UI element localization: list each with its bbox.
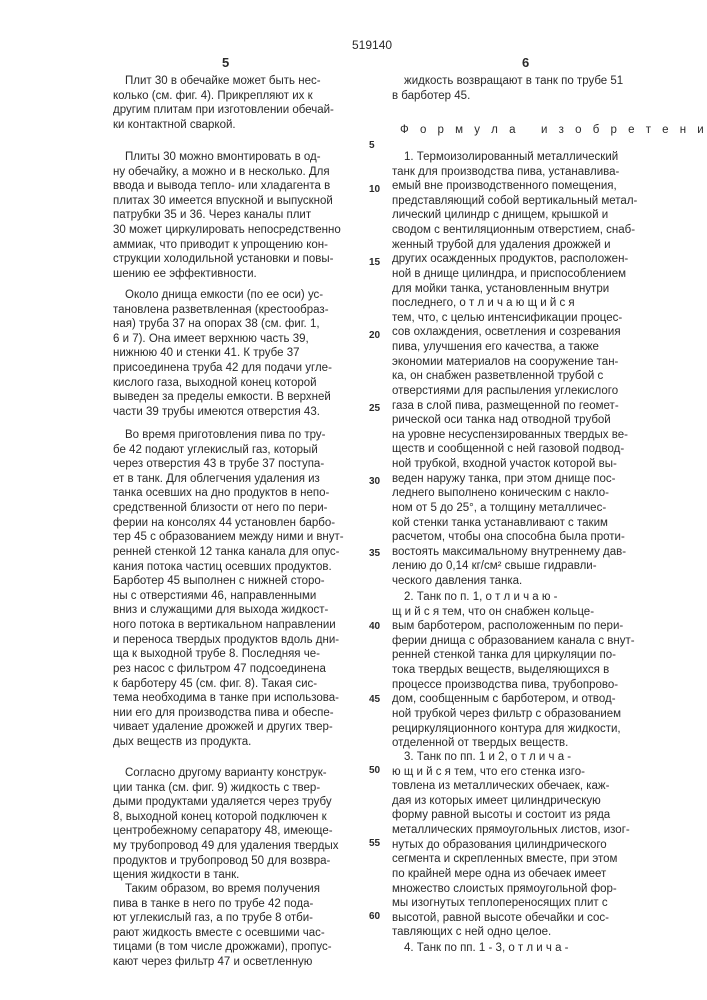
right_column-text-line: ческого давления танка. (392, 575, 522, 588)
line-number: 55 (369, 838, 387, 850)
left_column-text-line: вниз и служащими для выхода жидкост- (113, 604, 328, 617)
left_column-text-line: колько (см. фиг. 4). Прикрепляют их к (113, 90, 313, 103)
left_column-text-line: продуктов и трубопровод 50 для возвра- (113, 855, 330, 868)
left_column-text-line: шению ее эффективности. (113, 268, 257, 281)
left_column-text-line: Плиты 30 можно вмонтировать в од- (125, 151, 321, 164)
right_column-text-line: женный трубой для удаления дрожжей и (392, 239, 611, 252)
left_column-text-line: нии его для производства пива и обеспе- (113, 707, 334, 720)
left_column-text-line: тановлена разветвленная (крестообраз- (113, 304, 329, 317)
left_column-text-line: кания потока частиц осевших продуктов. (113, 561, 332, 574)
line-number: 30 (369, 476, 387, 488)
left_column-text-line: Согласно другому варианту конструк- (125, 767, 327, 780)
right_column-text-line: в барботер 45. (392, 90, 470, 103)
page-number-right: 6 (522, 56, 529, 70)
left_column-text-line: танка осевших на дно продуктов в непо- (113, 487, 329, 500)
right_column-text-line: сводом с вентиляционным отверстием, снаб- (392, 224, 635, 237)
line-number: 50 (369, 765, 387, 777)
left_column-text-line: ферии на консолях 44 установлен барбо- (113, 517, 335, 530)
right_column-text-line: жидкость возвращают в танк по трубе 51 (404, 75, 623, 88)
line-number: 5 (369, 140, 387, 152)
left_column-text-line: другим плитам при изготовлении обечай- (113, 104, 334, 117)
left_column-text-line: чивает удаление дрожжей и других твер- (113, 721, 333, 734)
right_column-text-line: сов охлаждения, осветления и созревания (392, 326, 621, 339)
right_column-text-line: для мойки танка, установленным внутри (392, 283, 609, 296)
formula-title: Ф о р м у л а и з о б р е т е н и я (400, 124, 707, 137)
line-number: 40 (369, 621, 387, 633)
right_column-text-line: мы изогнутых теплопереносящих плит с (392, 897, 608, 910)
right_column-text-line: танк для производства пива, устанавлива- (392, 166, 619, 179)
right_column-text-line: дая из которых имеет цилиндрическую (392, 795, 601, 808)
left_column-text-line: ввода и вывода тепло- или хладагента в (113, 180, 330, 193)
right_column-text-line: ной трубкой через фильтр с образованием (392, 708, 621, 721)
left_column-text-line: дых веществ из продукта. (113, 736, 251, 749)
right_column-text-line: тавляющих с ней одно целое. (392, 926, 551, 939)
right_column-text-line: отделенной от твердых веществ. (392, 737, 568, 750)
right_column-text-line: 2. Танк по п. 1, о т л и ч а ю - (404, 591, 558, 604)
left_column-text-line: ют углекислый газ, а по трубе 8 отби- (113, 912, 313, 925)
right_column-text-line: леднего выполнено коническим с накло- (392, 487, 609, 500)
left_column-text-line: Плит 30 в обечайке может быть нес- (125, 75, 321, 88)
page-number-left: 5 (222, 56, 229, 70)
right_column-text-line: ной трубкой, входной участок которой вы- (392, 458, 617, 471)
right_column-text-line: ной в днище цилиндра, и приспособлением (392, 268, 626, 281)
right_column-text-line: ю щ и й с я тем, что его стенка изго- (392, 766, 585, 779)
left_column-text-line: ны с отверстиями 46, направленными (113, 590, 316, 603)
left_column-text-line: дыми продуктами удаляется через трубу (113, 796, 332, 809)
right_column-text-line: 3. Танк по пп. 1 и 2, о т л и ч а - (404, 751, 571, 764)
left_column-text-line: рез насос с фильтром 47 подсоединена (113, 663, 326, 676)
right_column-text-line: дом, сообщенным с барботером, и отвод- (392, 693, 616, 706)
left_column-text-line: ща к выходной трубе 8. Последняя че- (113, 648, 320, 661)
left_column-text-line: 30 может циркулировать непосредственно (113, 224, 341, 237)
left_column-text-line: и переноса твердых продуктов вдоль дни- (113, 634, 339, 647)
left_column-text-line: нижнюю 40 и стенки 41. К трубе 37 (113, 347, 299, 360)
left_column-text-line: Барботер 45 выполнен с нижней сторо- (113, 575, 325, 588)
left_column-text-line: кислого газа, выходной конец которой (113, 377, 317, 390)
right_column-text-line: высотой, равной высоте обечайки и сос- (392, 912, 609, 925)
line-number: 10 (369, 184, 387, 196)
right_column-text-line: расчетом, чтобы она способна была проти- (392, 531, 625, 544)
right_column-text-line: кой стенки танка устанавливают с таким (392, 517, 608, 530)
left_column-text-line: ного потока в вертикальном направлении (113, 619, 336, 632)
right_column-text-line: других осажденных продуктов, расположен- (392, 253, 628, 266)
left_column-text-line: бе 42 подают углекислый газ, который (113, 444, 318, 457)
left_column-text-line: части 39 трубы имеются отверстия 43. (113, 406, 320, 419)
right_column-text-line: вым барботером, расположенным по пери- (392, 620, 623, 633)
left_column-text-line: кают через фильтр 47 и осветленную (113, 956, 312, 969)
left_column-text-line: ции танка (см. фиг. 9) жидкость с твер- (113, 782, 320, 795)
right_column-text-line: представляющий собой вертикальный метал- (392, 195, 637, 208)
left_column-text-line: к барботеру 45 (см. фиг. 8). Такая сис- (113, 678, 317, 691)
right_column-text-line: тока твердых веществ, выделяющихся в (392, 664, 609, 677)
right_column-text-line: емый вне производственного помещения, (392, 180, 617, 193)
right_column-text-line: веден наружу танка, при этом днище пос- (392, 473, 616, 486)
left_column-text-line: Во время приготовления пива по тру- (125, 429, 325, 442)
left_column-text-line: тема необходима в танке при использова- (113, 692, 339, 705)
left_column-text-line: выведен за пределы емкости. В верхней (113, 391, 331, 404)
left_column-text-line: ет в танк. Для облегчения удаления из (113, 473, 320, 486)
line-number: 20 (369, 330, 387, 342)
left_column-text-line: пива в танке в него по трубе 42 пода- (113, 898, 313, 911)
left_column-text-line: патрубки 35 и 36. Через каналы плит (113, 209, 311, 222)
line-number: 45 (369, 694, 387, 706)
left_column-text-line: центробежному сепаратору 48, имеюще- (113, 825, 333, 838)
line-number: 15 (369, 257, 387, 269)
right_column-text-line: 4. Танк по пп. 1 - 3, о т л и ч а - (404, 942, 569, 955)
left_column-text-line: Таким образом, во время получения (125, 883, 320, 896)
right_column-text-line: газа в слой пива, размещенной по геомет- (392, 400, 619, 413)
right_column-text-line: ка, он снабжен разветвленной трубой с (392, 370, 603, 383)
right_column-text-line: на уровне несуспензированных твердых ве- (392, 429, 628, 442)
left_column-text-line: тер 45 с образованием между ними и внут- (113, 531, 344, 544)
left_column-text-line: средственной близости от него по пери- (113, 502, 327, 515)
right_column-text-line: лический цилиндр с днищем, крышкой и (392, 209, 608, 222)
right_column-text-line: тем, что, с целью интенсификации процес- (392, 312, 622, 325)
line-number: 60 (369, 911, 387, 923)
right_column-text-line: востоять максимальному внутреннему дав- (392, 546, 626, 559)
right_column-text-line: по крайней мере одна из обечаек имеет (392, 868, 606, 881)
right_column-text-line: форму равной высоты и состоит из ряда (392, 809, 610, 822)
line-number: 35 (369, 548, 387, 560)
left_column-text-line: ну обечайку, а можно и в несколько. Для (113, 166, 330, 179)
right_column-text-line: рециркуляционного контура для жидкости, (392, 723, 621, 736)
right_column-text-line: щ и й с я тем, что он снабжен кольце- (392, 606, 594, 619)
right_column-text-line: множество слоистых прямоугольной фор- (392, 883, 617, 896)
right_column-text-line: ществ и сообщенной с ней газовой подвод- (392, 443, 624, 456)
left_column-text-line: 6 и 7). Она имеет верхнюю часть 39, (113, 333, 309, 346)
right_column-text-line: рической оси танка над отводной трубой (392, 414, 611, 427)
right_column-text-line: отверстиями для распыления углекислого (392, 385, 618, 398)
right_column-text-line: пива, улучшения его качества, а также (392, 341, 599, 354)
left_column-text-line: ки контактной сваркой. (113, 119, 236, 132)
line-number: 25 (369, 403, 387, 415)
left_column-text-line: присоединена труба 42 для подачи угле- (113, 362, 332, 375)
right_column-text-line: ном от 5 до 25°, а толщину металличес- (392, 502, 606, 515)
left_column-text-line: аммиак, что приводит к упрощению кон- (113, 239, 328, 252)
right_column-text-line: нутых до образования цилиндрического (392, 839, 607, 852)
left_column-text-line: плитах 30 имеется впускной и выпускной (113, 195, 333, 208)
right_column-text-line: ферии днища с образованием канала с внут- (392, 635, 635, 648)
left_column-text-line: щения жидкости в танк. (113, 869, 239, 882)
right_column-text-line: лению до 0,14 кг/см² свыше гидравли- (392, 560, 597, 573)
patent-number: 519140 (352, 38, 392, 52)
right_column-text-line: ренней стенкой танка для циркуляции по- (392, 649, 616, 662)
left_column-text-line: 8, выходной конец которой подключен к (113, 811, 327, 824)
right_column-text-line: 1. Термоизолированный металлический (404, 151, 618, 164)
right_column-text-line: процессе производства пива, трубопрово- (392, 679, 618, 692)
left_column-text-line: тицами (в том числе дрожжами), пропус- (113, 941, 332, 954)
left_column-text-line: через отверстия 43 в трубе 37 поступа- (113, 458, 324, 471)
left_column-text-line: му трубопровод 49 для удаления твердых (113, 840, 339, 853)
right_column-text-line: экономии материалов на сооружение тан- (392, 356, 618, 369)
right_column-text-line: металлических прямоугольных листов, изог- (392, 824, 630, 837)
left_column-text-line: Около днища емкости (по ее оси) ус- (125, 289, 323, 302)
right_column-text-line: товлена из металлических обечаек, каж- (392, 780, 609, 793)
left_column-text-line: ная) труба 37 на опорах 38 (см. фиг. 1, (113, 318, 320, 331)
left_column-text-line: струкции холодильной установки и повы- (113, 253, 334, 266)
left_column-text-line: рают жидкость вместе с осевшими час- (113, 927, 325, 940)
right_column-text-line: сегмента и скрепленных вместе, при этом (392, 853, 617, 866)
left_column-text-line: ренней стенкой 12 танка канала для опус- (113, 546, 339, 559)
right_column-text-line: последнего, о т л и ч а ю щ и й с я (392, 297, 575, 310)
